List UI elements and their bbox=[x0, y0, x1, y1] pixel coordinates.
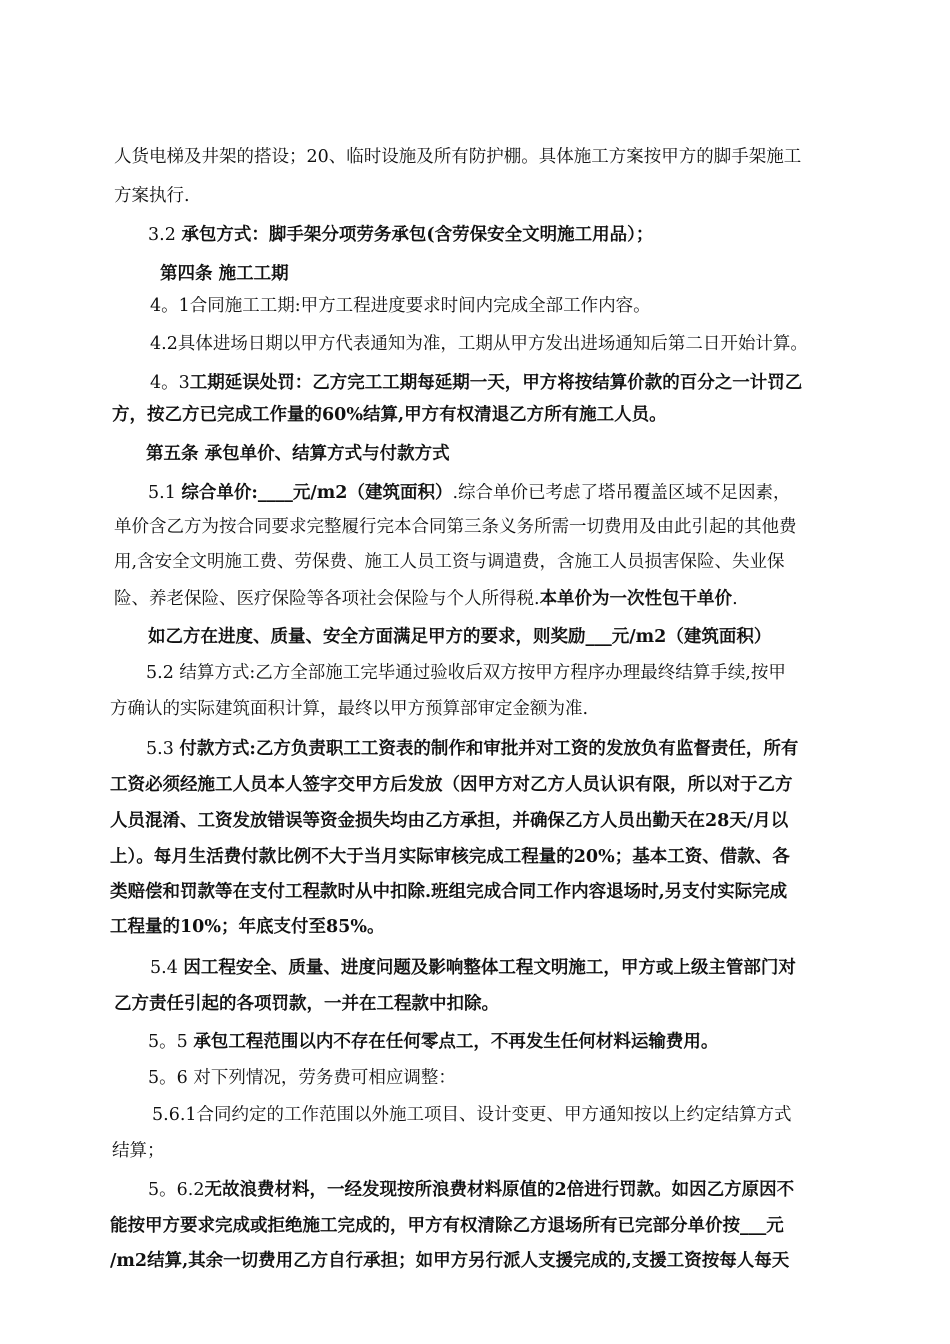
bold-text-run: 承包方式：脚手架分项劳务承包(含劳保安全文明施工用品）； bbox=[181, 225, 654, 245]
text-run: 5。6 对下列情况，劳务费可相应调整： bbox=[148, 1068, 456, 1088]
text-line bbox=[148, 1030, 718, 1054]
text-run: 方案执行. bbox=[114, 186, 190, 206]
text-run: 5。5 bbox=[148, 1032, 194, 1052]
text-run: 单价含乙方为按合同要求完整履行完本合同第三条义务所需一切费用及由此引起的其他费 bbox=[114, 517, 797, 537]
text-line bbox=[150, 371, 802, 395]
text-line bbox=[150, 294, 651, 318]
text-run: 用,含安全文明施工费、劳保费、施工人员工资与调遣费，含施工人员损害保险、失业保 bbox=[114, 552, 785, 572]
bold-text-run: 承包工程范围以内不存在任何零点工，不再发生任何材料运输费用。 bbox=[193, 1032, 719, 1052]
text-line bbox=[110, 1214, 784, 1238]
bold-text-run: 方，按乙方已完成工作量的60%结算,甲方有权清退乙方所有施工人员。 bbox=[112, 405, 667, 425]
text-line bbox=[148, 1178, 794, 1202]
text-run: 人货电梯及井架的搭设；20、临时设施及所有防护棚。具体施工方案按甲方的脚手架施工 bbox=[114, 147, 802, 167]
text-run: 5.3 bbox=[146, 739, 180, 759]
text-line bbox=[146, 737, 798, 761]
text-run: 方确认的实际建筑面积计算，最终以甲方预算部审定金额为准. bbox=[110, 699, 589, 719]
text-line bbox=[110, 845, 790, 869]
text-run: 5.2 结算方式:乙方全部施工完毕通过验收后双方按甲方程序办理最终结算手续,按甲 bbox=[146, 663, 786, 683]
text-line bbox=[110, 880, 787, 904]
bold-text-run: 工资必须经施工人员本人签字交甲方后发放（因甲方对乙方人员认识有限，所以对于乙方 bbox=[110, 775, 793, 795]
text-line bbox=[114, 992, 499, 1016]
text-run: 5.4 bbox=[150, 958, 184, 978]
bold-text-run: 工程量的10%；年底支付至85%。 bbox=[110, 917, 385, 937]
text-run: 4.2具体进场日期以甲方代表通知为准，工期从甲方发出进场通知后第二日开始计算。 bbox=[150, 334, 808, 354]
text-run: 5.1 bbox=[148, 483, 182, 503]
bold-text-run: 人员混淆、工资发放错误等资金损失均由乙方承担，并确保乙方人员出勤天在28天/月以 bbox=[110, 811, 789, 831]
section-heading bbox=[146, 442, 450, 466]
text-run: 险、养老保险、医疗保险等各项社会保险与个人所得税. bbox=[114, 589, 540, 609]
text-run: 5.6.1合同约定的工作范围以外施工项目、设计变更、甲方通知按以上约定结算方式 bbox=[152, 1105, 792, 1125]
text-line bbox=[114, 515, 797, 539]
text-line bbox=[110, 809, 788, 833]
text-line bbox=[110, 915, 384, 939]
text-line bbox=[110, 697, 588, 721]
text-line bbox=[114, 587, 738, 611]
bold-text-run: 乙方责任引起的各项罚款，一并在工程款中扣除。 bbox=[114, 994, 499, 1014]
text-run: 结算； bbox=[112, 1141, 165, 1161]
text-line bbox=[148, 1066, 456, 1090]
bold-text-run: 第四条 bbox=[160, 264, 213, 284]
text-run: .综合单价已考虑了塔吊覆盖区域不足因素， bbox=[452, 483, 791, 503]
text-line bbox=[110, 773, 793, 797]
text-line bbox=[150, 332, 808, 356]
bold-text-run: 综合单价:____元/m2（建筑面积） bbox=[181, 483, 453, 503]
text-line bbox=[114, 184, 190, 208]
text-run: 4。1合同施工工期:甲方工程进度要求时间内完成全部工作内容。 bbox=[150, 296, 651, 316]
section-heading bbox=[160, 262, 289, 286]
text-run: 4。3 bbox=[150, 373, 190, 393]
text-run: 3.2 bbox=[148, 225, 182, 245]
text-line bbox=[148, 481, 791, 505]
text-line bbox=[110, 1249, 789, 1273]
text-line bbox=[152, 1103, 792, 1127]
text-line bbox=[150, 956, 796, 980]
bold-text-run: 无故浪费材料，一经发现按所浪费材料原值的2倍进行罚款。如因乙方原因不 bbox=[204, 1180, 795, 1200]
bold-text-run: 上）。每月生活费付款比例不大于当月实际审核完成工程量的20%；基本工资、借款、各 bbox=[110, 847, 790, 867]
text-line bbox=[114, 550, 785, 574]
text-line bbox=[146, 661, 786, 685]
text-line bbox=[148, 625, 771, 649]
bold-text-run: 本单价为一次性包干单价 bbox=[539, 589, 733, 609]
text-line bbox=[148, 223, 653, 247]
bold-text-run: /m2结算,其余一切费用乙方自行承担；如甲方另行派人支援完成的,支援工资按每人每天 bbox=[110, 1251, 790, 1271]
text-run: 5。6.2 bbox=[148, 1180, 205, 1200]
bold-text-run: 第五条 bbox=[146, 444, 199, 464]
bold-text-run: 工期延误处罚：乙方完工工期每延期一天，甲方将按结算价款的百分之一计罚乙 bbox=[189, 373, 803, 393]
text-run: . bbox=[732, 589, 738, 609]
bold-text-run: 施工工期 bbox=[218, 264, 289, 284]
text-line bbox=[112, 403, 667, 427]
text-line bbox=[114, 145, 801, 169]
bold-text-run: 能按甲方要求完成或拒绝施工完成的，甲方有权清除乙方退场所有已完部分单价按___元 bbox=[110, 1216, 784, 1236]
bold-text-run: 付款方式:乙方负责职工工资表的制作和审批并对工资的发放负有监督责任，所有 bbox=[179, 739, 799, 759]
bold-text-run: 承包单价、结算方式与付款方式 bbox=[204, 444, 450, 464]
bold-text-run: 如乙方在进度、质量、安全方面满足甲方的要求，则奖励___元/m2（建筑面积） bbox=[148, 627, 772, 647]
bold-text-run: 因工程安全、质量、进度问题及影响整体工程文明施工，甲方或上级主管部门对 bbox=[183, 958, 796, 978]
text-line bbox=[112, 1139, 165, 1163]
bold-text-run: 类赔偿和罚款等在支付工程款时从中扣除.班组完成合同工作内容退场时,另支付实际完成 bbox=[110, 882, 788, 902]
